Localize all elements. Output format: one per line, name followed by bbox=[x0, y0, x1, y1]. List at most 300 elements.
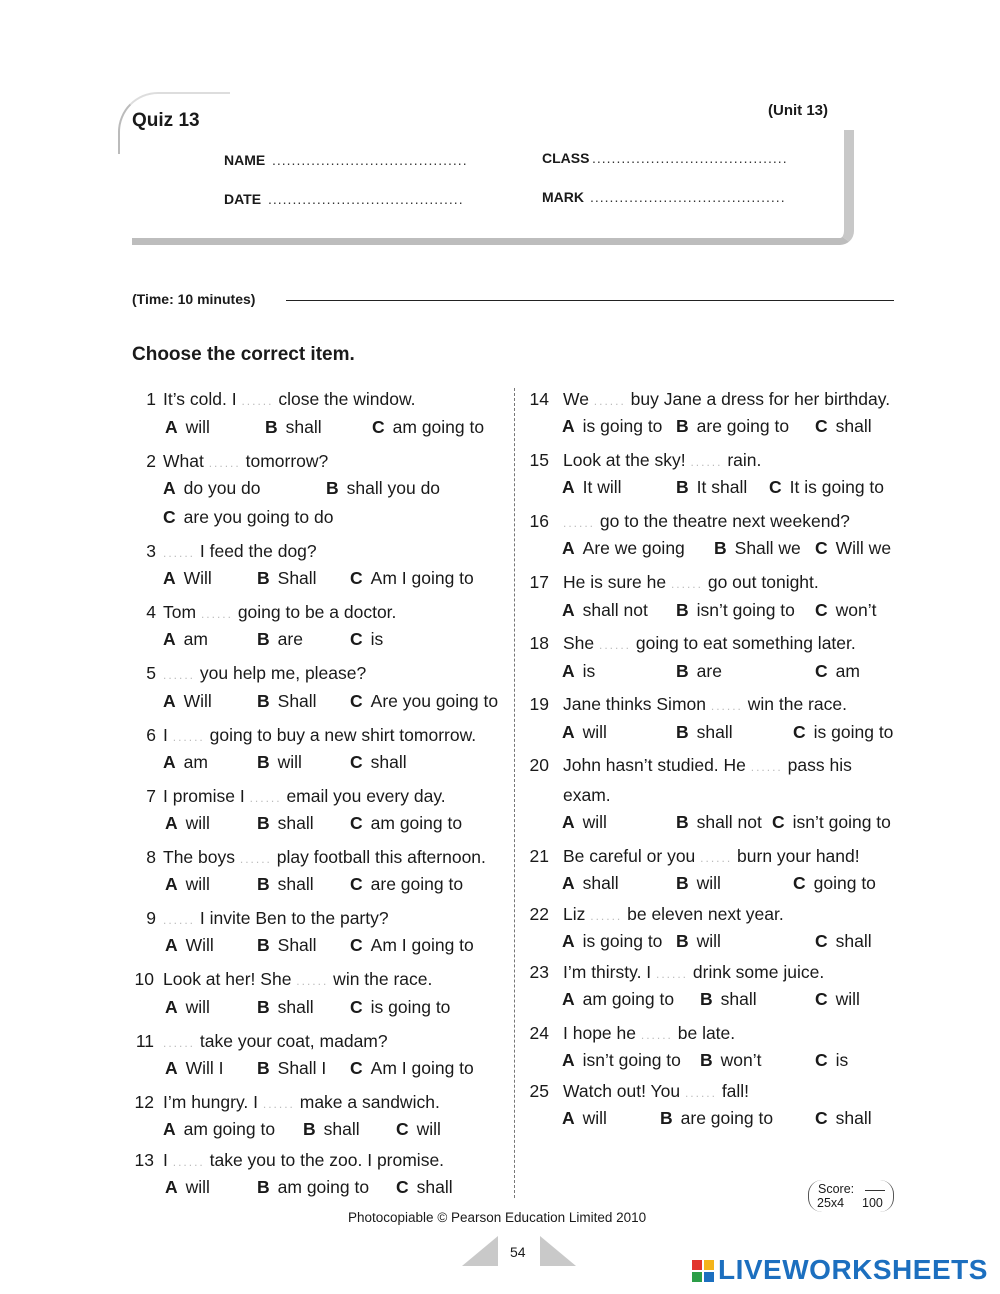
answer-option-c[interactable] bbox=[350, 935, 474, 956]
question-ending: win the race. bbox=[742, 694, 847, 714]
question-number: 1 bbox=[146, 389, 156, 409]
answer-blank[interactable]: ...... bbox=[599, 638, 632, 652]
answer-option-c[interactable] bbox=[350, 568, 474, 589]
option-text: will bbox=[582, 812, 607, 832]
score-box bbox=[808, 1180, 894, 1212]
answer-option-b[interactable] bbox=[676, 477, 747, 498]
answer-option-b[interactable] bbox=[660, 1108, 773, 1129]
answer-option-b[interactable] bbox=[676, 600, 795, 621]
answer-option-a[interactable] bbox=[562, 989, 674, 1010]
question-stem: Watch out! You bbox=[563, 1081, 685, 1101]
answer-option-a[interactable] bbox=[562, 722, 607, 743]
option-text: shall not bbox=[696, 812, 762, 832]
answer-option-b[interactable] bbox=[676, 812, 762, 833]
answer-option-c[interactable] bbox=[350, 752, 407, 773]
question-text bbox=[563, 510, 850, 534]
option-letter: B bbox=[257, 1058, 270, 1078]
answer-blank[interactable]: ...... bbox=[656, 967, 689, 981]
option-text: am bbox=[183, 629, 208, 649]
option-letter: A bbox=[562, 538, 575, 558]
option-letter: A bbox=[165, 935, 178, 955]
question-number: 20 bbox=[529, 755, 549, 775]
answer-option-a[interactable] bbox=[562, 538, 685, 559]
answer-blank[interactable]: ...... bbox=[710, 699, 743, 713]
question-number: 22 bbox=[529, 904, 549, 924]
option-letter: C bbox=[815, 989, 828, 1009]
option-letter: B bbox=[257, 629, 270, 649]
answer-blank[interactable]: ...... bbox=[262, 1097, 295, 1111]
answer-blank[interactable]: ...... bbox=[241, 394, 274, 408]
answer-blank[interactable]: ...... bbox=[750, 760, 783, 774]
answer-option-a[interactable] bbox=[562, 416, 662, 437]
time-line bbox=[286, 300, 894, 301]
option-text: is going to bbox=[813, 722, 894, 742]
answer-option-a[interactable] bbox=[562, 931, 662, 952]
answer-option-a[interactable] bbox=[165, 997, 210, 1018]
answer-option-a[interactable] bbox=[163, 629, 208, 650]
question-stem: I’m thirsty. I bbox=[563, 962, 657, 982]
answer-option-c[interactable] bbox=[815, 989, 860, 1010]
option-text: am going to bbox=[582, 989, 675, 1009]
answer-option-c[interactable] bbox=[815, 538, 891, 559]
option-text: Will we bbox=[835, 538, 892, 558]
option-letter: A bbox=[165, 417, 178, 437]
option-letter: A bbox=[562, 989, 575, 1009]
answer-option-c[interactable] bbox=[350, 1058, 474, 1079]
option-text: are bbox=[277, 629, 303, 649]
question-ending: going to eat something later. bbox=[631, 633, 856, 653]
option-text: will bbox=[582, 1108, 607, 1128]
option-letter: B bbox=[676, 812, 689, 832]
option-letter: B bbox=[676, 931, 689, 951]
answer-option-b[interactable] bbox=[676, 722, 733, 743]
name-field[interactable]: ........................................ bbox=[272, 152, 468, 168]
answer-option-c[interactable] bbox=[350, 691, 498, 712]
question-stem: I promise I bbox=[163, 786, 250, 806]
option-text: will bbox=[696, 873, 721, 893]
question-number: 24 bbox=[529, 1023, 549, 1043]
question-text bbox=[563, 754, 852, 778]
answer-blank[interactable]: ...... bbox=[208, 456, 241, 470]
class-label: CLASS bbox=[542, 150, 590, 166]
page-tab-right bbox=[540, 1236, 576, 1266]
option-text: will bbox=[185, 1177, 210, 1197]
option-text: shall bbox=[835, 1108, 872, 1128]
mark-label: MARK bbox=[542, 189, 584, 205]
option-text: shall bbox=[835, 931, 872, 951]
answer-option-c[interactable] bbox=[350, 813, 462, 834]
question-number: 5 bbox=[146, 663, 156, 683]
option-letter: A bbox=[562, 722, 575, 742]
answer-blank[interactable]: ...... bbox=[200, 607, 233, 621]
option-letter: B bbox=[265, 417, 278, 437]
question-text bbox=[563, 693, 847, 717]
option-text: is bbox=[835, 1050, 849, 1070]
option-letter: A bbox=[562, 873, 575, 893]
option-letter: B bbox=[700, 989, 713, 1009]
answer-option-b[interactable] bbox=[257, 752, 302, 773]
answer-option-a[interactable] bbox=[163, 752, 208, 773]
option-letter: B bbox=[676, 873, 689, 893]
answer-option-b[interactable] bbox=[676, 931, 721, 952]
question-ending: go to the theatre next weekend? bbox=[595, 511, 850, 531]
question-text bbox=[563, 1022, 735, 1046]
score-label: Score: bbox=[818, 1182, 855, 1196]
option-text: Shall we bbox=[734, 538, 801, 558]
question-stem: He is sure he bbox=[563, 572, 671, 592]
answer-option-c[interactable] bbox=[396, 1119, 441, 1140]
option-text: shall bbox=[720, 989, 757, 1009]
answer-option-c[interactable] bbox=[793, 722, 893, 743]
option-letter: C bbox=[350, 813, 363, 833]
option-letter: B bbox=[303, 1119, 316, 1139]
question-text bbox=[163, 907, 389, 931]
answer-blank[interactable]: ...... bbox=[172, 730, 205, 744]
question-stem: I bbox=[163, 725, 173, 745]
page-number: 54 bbox=[510, 1244, 526, 1260]
option-text: Shall bbox=[277, 568, 317, 588]
answer-option-a[interactable] bbox=[165, 1177, 210, 1198]
answer-option-b[interactable] bbox=[257, 1177, 369, 1198]
answer-blank[interactable]: ...... bbox=[640, 1028, 673, 1042]
option-letter: C bbox=[815, 538, 828, 558]
question-stem: I bbox=[163, 1150, 173, 1170]
question-ending: rain. bbox=[722, 450, 762, 470]
question-ending: close the window. bbox=[273, 389, 416, 409]
answer-option-c[interactable] bbox=[815, 661, 860, 682]
answer-option-a[interactable] bbox=[562, 477, 622, 498]
question-text bbox=[163, 1091, 440, 1115]
question-stem: Be careful or you bbox=[563, 846, 701, 866]
answer-option-a[interactable] bbox=[562, 1050, 681, 1071]
instruction: Choose the correct item. bbox=[132, 344, 355, 365]
option-text: are you going to do bbox=[183, 507, 334, 527]
question-text bbox=[163, 601, 396, 625]
score-total: 100 bbox=[862, 1196, 883, 1210]
question-ending: go out tonight. bbox=[702, 572, 819, 592]
option-letter: C bbox=[350, 874, 363, 894]
question-text-continued: exam. bbox=[563, 785, 611, 805]
answer-option-a[interactable] bbox=[562, 812, 607, 833]
option-text: Shall I bbox=[277, 1058, 327, 1078]
question-number: 12 bbox=[134, 1092, 154, 1112]
question-ending: buy Jane a dress for her birthday. bbox=[625, 389, 891, 409]
question-ending: win the race. bbox=[328, 969, 433, 989]
option-text: going to bbox=[813, 873, 876, 893]
question-number: 18 bbox=[529, 633, 549, 653]
option-letter: C bbox=[350, 629, 363, 649]
answer-option-b[interactable] bbox=[257, 813, 314, 834]
answer-option-c[interactable] bbox=[163, 507, 333, 528]
answer-option-c[interactable] bbox=[350, 874, 463, 895]
option-text: shall bbox=[277, 997, 314, 1017]
option-text: will bbox=[185, 417, 210, 437]
answer-blank[interactable]: ...... bbox=[239, 852, 272, 866]
question-ending: take your coat, madam? bbox=[195, 1031, 388, 1051]
option-text: are going to bbox=[680, 1108, 774, 1128]
answer-option-a[interactable] bbox=[165, 935, 214, 956]
answer-option-c[interactable] bbox=[769, 477, 884, 498]
quiz-title: Quiz 13 bbox=[132, 110, 200, 131]
answer-option-b[interactable] bbox=[326, 478, 440, 499]
question-ending: going to be a doctor. bbox=[232, 602, 397, 622]
question-ending: take you to the zoo. I promise. bbox=[204, 1150, 445, 1170]
answer-option-b[interactable] bbox=[714, 538, 801, 559]
option-letter: A bbox=[562, 477, 575, 497]
question-stem: We bbox=[563, 389, 594, 409]
time-label: (Time: 10 minutes) bbox=[132, 291, 256, 307]
question-stem: It’s cold. I bbox=[163, 389, 242, 409]
question-stem: Look at the sky! bbox=[563, 450, 691, 470]
option-text: Am I going to bbox=[370, 1058, 474, 1078]
answer-option-a[interactable] bbox=[163, 1119, 275, 1140]
option-letter: B bbox=[714, 538, 727, 558]
answer-option-c[interactable] bbox=[815, 1050, 848, 1071]
answer-blank[interactable]: ...... bbox=[163, 668, 196, 682]
date-field[interactable]: ........................................ bbox=[268, 191, 464, 207]
option-letter: C bbox=[815, 600, 828, 620]
question-stem: Look at her! She bbox=[163, 969, 297, 989]
question-text bbox=[163, 1030, 388, 1054]
answer-option-a[interactable] bbox=[562, 873, 619, 894]
name-label: NAME bbox=[224, 152, 266, 168]
option-text: shall bbox=[277, 813, 314, 833]
answer-option-b[interactable] bbox=[257, 935, 317, 956]
answer-option-b[interactable] bbox=[257, 691, 317, 712]
answer-option-b[interactable] bbox=[257, 997, 314, 1018]
option-letter: B bbox=[676, 661, 689, 681]
answer-option-a[interactable] bbox=[163, 568, 212, 589]
option-text: is going to bbox=[370, 997, 451, 1017]
question-text bbox=[563, 1080, 749, 1104]
question-ending: I feed the dog? bbox=[195, 541, 317, 561]
option-letter: B bbox=[257, 813, 270, 833]
question-number: 25 bbox=[529, 1081, 549, 1101]
option-letter: A bbox=[562, 416, 575, 436]
option-text: is bbox=[370, 629, 384, 649]
option-letter: B bbox=[700, 1050, 713, 1070]
option-text: Will bbox=[183, 568, 212, 588]
question-stem: The boys bbox=[163, 847, 240, 867]
answer-blank[interactable]: ...... bbox=[590, 909, 623, 923]
question-ending: drink some juice. bbox=[688, 962, 825, 982]
option-letter: A bbox=[562, 661, 575, 681]
question-text bbox=[163, 450, 328, 474]
question-number: 4 bbox=[146, 602, 156, 622]
option-letter: B bbox=[257, 997, 270, 1017]
unit-label: (Unit 13) bbox=[768, 102, 828, 119]
option-letter: B bbox=[676, 722, 689, 742]
answer-blank[interactable]: ...... bbox=[593, 394, 626, 408]
option-letter: B bbox=[257, 691, 270, 711]
answer-option-a[interactable] bbox=[163, 691, 212, 712]
answer-option-c[interactable] bbox=[815, 931, 872, 952]
option-text: will bbox=[835, 989, 860, 1009]
option-letter: C bbox=[350, 691, 363, 711]
question-stem: She bbox=[563, 633, 599, 653]
question-stem: Tom bbox=[163, 602, 201, 622]
answer-option-b[interactable] bbox=[700, 1050, 762, 1071]
option-letter: A bbox=[165, 874, 178, 894]
answer-option-c[interactable] bbox=[772, 812, 891, 833]
option-letter: C bbox=[350, 997, 363, 1017]
answer-blank[interactable]: ...... bbox=[670, 577, 703, 591]
answer-blank[interactable]: ...... bbox=[690, 455, 723, 469]
option-letter: A bbox=[562, 812, 575, 832]
option-letter: C bbox=[350, 1058, 363, 1078]
question-number: 16 bbox=[529, 511, 549, 531]
answer-option-b[interactable] bbox=[676, 873, 721, 894]
option-letter: B bbox=[676, 416, 689, 436]
answer-option-b[interactable] bbox=[257, 1058, 326, 1079]
question-text bbox=[163, 662, 366, 686]
option-letter: B bbox=[257, 1177, 270, 1197]
answer-blank[interactable]: ...... bbox=[163, 913, 196, 927]
option-letter: C bbox=[815, 416, 828, 436]
question-text bbox=[563, 388, 890, 412]
answer-option-a[interactable] bbox=[165, 813, 210, 834]
option-letter: C bbox=[163, 507, 176, 527]
answer-blank[interactable]: ...... bbox=[296, 974, 329, 988]
option-text: Am I going to bbox=[370, 568, 474, 588]
option-text: will bbox=[277, 752, 302, 772]
option-text: isn’t going to bbox=[696, 600, 795, 620]
answer-option-a[interactable] bbox=[165, 417, 210, 438]
question-text bbox=[163, 540, 317, 564]
question-ending: be eleven next year. bbox=[622, 904, 784, 924]
answer-option-a[interactable] bbox=[165, 874, 210, 895]
question-stem: What bbox=[163, 451, 209, 471]
option-text: isn’t going to bbox=[792, 812, 891, 832]
option-letter: C bbox=[396, 1119, 409, 1139]
option-text: is going to bbox=[582, 416, 663, 436]
option-text: am bbox=[835, 661, 860, 681]
question-text bbox=[563, 961, 824, 985]
option-text: shall bbox=[285, 417, 322, 437]
option-text: won’t bbox=[720, 1050, 762, 1070]
option-letter: A bbox=[163, 1119, 176, 1139]
answer-option-b[interactable] bbox=[303, 1119, 360, 1140]
option-letter: C bbox=[815, 1050, 828, 1070]
answer-option-c[interactable] bbox=[815, 600, 877, 621]
question-number: 9 bbox=[146, 908, 156, 928]
question-text bbox=[563, 845, 860, 869]
question-text bbox=[163, 968, 432, 992]
answer-option-c[interactable] bbox=[350, 997, 450, 1018]
answer-blank[interactable]: ...... bbox=[249, 791, 282, 805]
answer-option-c[interactable] bbox=[793, 873, 876, 894]
answer-option-b[interactable] bbox=[257, 568, 317, 589]
option-text: will bbox=[582, 722, 607, 742]
option-letter: C bbox=[769, 477, 782, 497]
mark-field[interactable]: ........................................ bbox=[590, 189, 786, 205]
answer-option-b[interactable] bbox=[257, 874, 314, 895]
answer-blank[interactable]: ...... bbox=[700, 851, 733, 865]
answer-option-a[interactable] bbox=[562, 1108, 607, 1129]
option-letter: B bbox=[326, 478, 339, 498]
option-letter: A bbox=[163, 691, 176, 711]
answer-blank[interactable]: ...... bbox=[163, 1036, 196, 1050]
option-text: is bbox=[582, 661, 596, 681]
option-text: are bbox=[696, 661, 722, 681]
answer-option-a[interactable] bbox=[165, 1058, 224, 1079]
answer-option-b[interactable] bbox=[700, 989, 757, 1010]
answer-blank[interactable]: ...... bbox=[563, 516, 596, 530]
answer-option-b[interactable] bbox=[676, 661, 722, 682]
option-letter: B bbox=[676, 477, 689, 497]
answer-option-a[interactable] bbox=[562, 600, 648, 621]
question-ending: play football this afternoon. bbox=[271, 847, 486, 867]
option-letter: B bbox=[676, 600, 689, 620]
brand-name: LIVEWORKSHEETS bbox=[718, 1254, 988, 1285]
question-ending: you help me, please? bbox=[195, 663, 367, 683]
question-ending: going to buy a new shirt tomorrow. bbox=[204, 725, 477, 745]
option-text: isn’t going to bbox=[582, 1050, 681, 1070]
option-letter: C bbox=[772, 812, 785, 832]
option-letter: C bbox=[793, 873, 806, 893]
option-letter: B bbox=[660, 1108, 673, 1128]
option-letter: A bbox=[165, 1177, 178, 1197]
question-number: 23 bbox=[529, 962, 549, 982]
option-text: will bbox=[185, 997, 210, 1017]
answer-option-a[interactable] bbox=[562, 661, 595, 682]
question-ending: email you every day. bbox=[281, 786, 446, 806]
question-number: 11 bbox=[135, 1031, 154, 1051]
answer-option-c[interactable] bbox=[815, 416, 872, 437]
option-text: are going to bbox=[696, 416, 790, 436]
option-text: Are we going bbox=[582, 538, 685, 558]
option-text: will bbox=[185, 813, 210, 833]
question-text bbox=[163, 846, 486, 870]
option-letter: B bbox=[257, 935, 270, 955]
question-ending: be late. bbox=[672, 1023, 736, 1043]
question-number: 3 bbox=[146, 541, 156, 561]
answer-option-c[interactable] bbox=[372, 417, 484, 438]
option-letter: B bbox=[257, 752, 270, 772]
class-field[interactable]: ........................................ bbox=[592, 150, 788, 166]
answer-blank[interactable]: ...... bbox=[172, 1155, 205, 1169]
option-text: Shall bbox=[277, 935, 317, 955]
option-text: will bbox=[416, 1119, 441, 1139]
answer-option-c[interactable] bbox=[350, 629, 383, 650]
question-text bbox=[563, 449, 761, 473]
answer-option-a[interactable] bbox=[163, 478, 261, 499]
liveworksheets-logo-icon bbox=[692, 1260, 714, 1282]
score-blank bbox=[865, 1190, 885, 1191]
answer-option-c[interactable] bbox=[396, 1177, 453, 1198]
option-text: won’t bbox=[835, 600, 877, 620]
option-text: shall bbox=[277, 874, 314, 894]
option-letter: C bbox=[793, 722, 806, 742]
question-ending: tomorrow? bbox=[240, 451, 329, 471]
answer-blank[interactable]: ...... bbox=[163, 546, 196, 560]
question-ending: I invite Ben to the party? bbox=[195, 908, 389, 928]
question-stem: I hope he bbox=[563, 1023, 641, 1043]
question-stem: I’m hungry. I bbox=[163, 1092, 263, 1112]
answer-option-b[interactable] bbox=[676, 416, 789, 437]
option-text: shall not bbox=[582, 600, 648, 620]
option-letter: C bbox=[815, 1108, 828, 1128]
option-text: am bbox=[183, 752, 208, 772]
answer-option-b[interactable] bbox=[257, 629, 303, 650]
answer-option-b[interactable] bbox=[265, 417, 322, 438]
answer-blank[interactable]: ...... bbox=[684, 1086, 717, 1100]
option-letter: A bbox=[562, 1108, 575, 1128]
answer-option-c[interactable] bbox=[815, 1108, 872, 1129]
question-number: 14 bbox=[529, 389, 549, 409]
option-letter: B bbox=[257, 874, 270, 894]
option-text: Am I going to bbox=[370, 935, 474, 955]
